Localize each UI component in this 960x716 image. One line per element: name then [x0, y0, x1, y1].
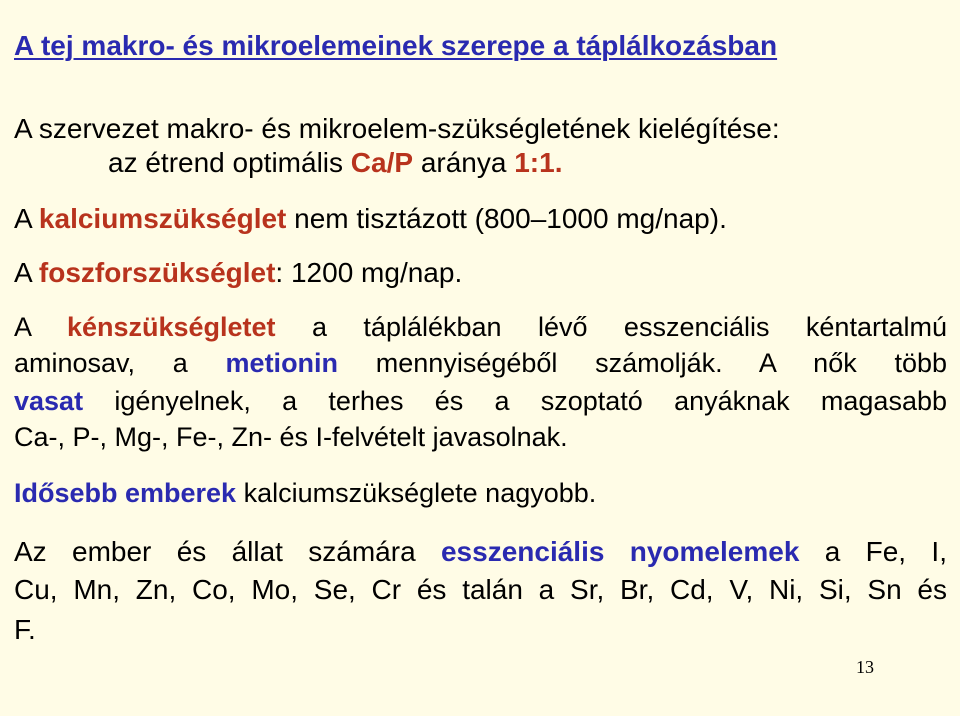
phosphorus-term: foszforszükséglet [38, 257, 276, 288]
page-number: 13 [856, 657, 874, 677]
calcium-requirement-line [14, 202, 727, 236]
phosphorus-prefix: A [14, 257, 39, 288]
trace-elements-rest: a Fe, I, [799, 536, 947, 567]
ca-p-ratio-prefix: az étrend optimális [108, 147, 351, 178]
trace-elements-list: Cu, Mn, Zn, Co, Mo, Se, Cr és talán a Sr, Br, Cd, V, Ni, Si, Sn és [14, 574, 947, 605]
ca-p-term: Ca/P [350, 147, 414, 178]
calcium-prefix: A [14, 203, 39, 234]
requirement-intro-text: A szervezet makro- és mikroelem-szükségletének kielégítése: [14, 113, 780, 144]
sulfur-line-2 [14, 346, 947, 380]
elderly-rest: kalciumszükséglete nagyobb. [236, 478, 597, 508]
calcium-rest: nem tisztázott (800–1000 mg/nap). [286, 203, 727, 234]
ca-p-ratio-mid: aránya [413, 147, 515, 178]
iron-line [14, 384, 947, 418]
calcium-term: kalciumszükséglet [38, 203, 287, 234]
sulfur-rest: a táplálékban lévő esszenciális kéntartalmú [275, 312, 947, 342]
elderly-line [14, 476, 596, 510]
requirement-intro-line [14, 112, 780, 146]
trace-elements-term: esszenciális nyomelemek [440, 536, 800, 567]
minerals-intake-line [14, 420, 947, 454]
trace-elements-prefix: Az ember és állat számára [14, 536, 441, 567]
phosphorus-rest: : 1200 mg/nap. [275, 257, 463, 288]
minerals-intake-text: Ca-, P-, Mg-, Fe-, Zn- és I-felvételt javasolnak. [14, 422, 568, 452]
ca-p-ratio-value: 1:1. [514, 147, 563, 178]
elderly-term: Idősebb emberek [14, 478, 237, 508]
sulfur-term: kénszükségletet [66, 312, 276, 342]
methionine-prefix: aminosav, a [14, 348, 226, 378]
phosphorus-requirement-line [14, 256, 462, 290]
iron-rest: igényelnek, a terhes és a szoptató anyáknak magasabb [83, 386, 947, 416]
methionine-rest: mennyiségéből számolják. A nők több [338, 348, 947, 378]
iron-term: vasat [14, 386, 84, 416]
trace-elements-end: F. [14, 614, 36, 645]
trace-elements-line-1 [14, 533, 947, 571]
trace-elements-line-2 [14, 571, 947, 609]
ca-p-ratio-line [108, 146, 562, 180]
trace-elements-line-3 [14, 611, 36, 649]
sulfur-prefix: A [14, 312, 67, 342]
slide-title: A tej makro- és mikroelemeinek szerepe a táplálkozásban [14, 30, 778, 61]
sulfur-line-1 [14, 310, 947, 344]
methionine-term: metionin [225, 348, 339, 378]
